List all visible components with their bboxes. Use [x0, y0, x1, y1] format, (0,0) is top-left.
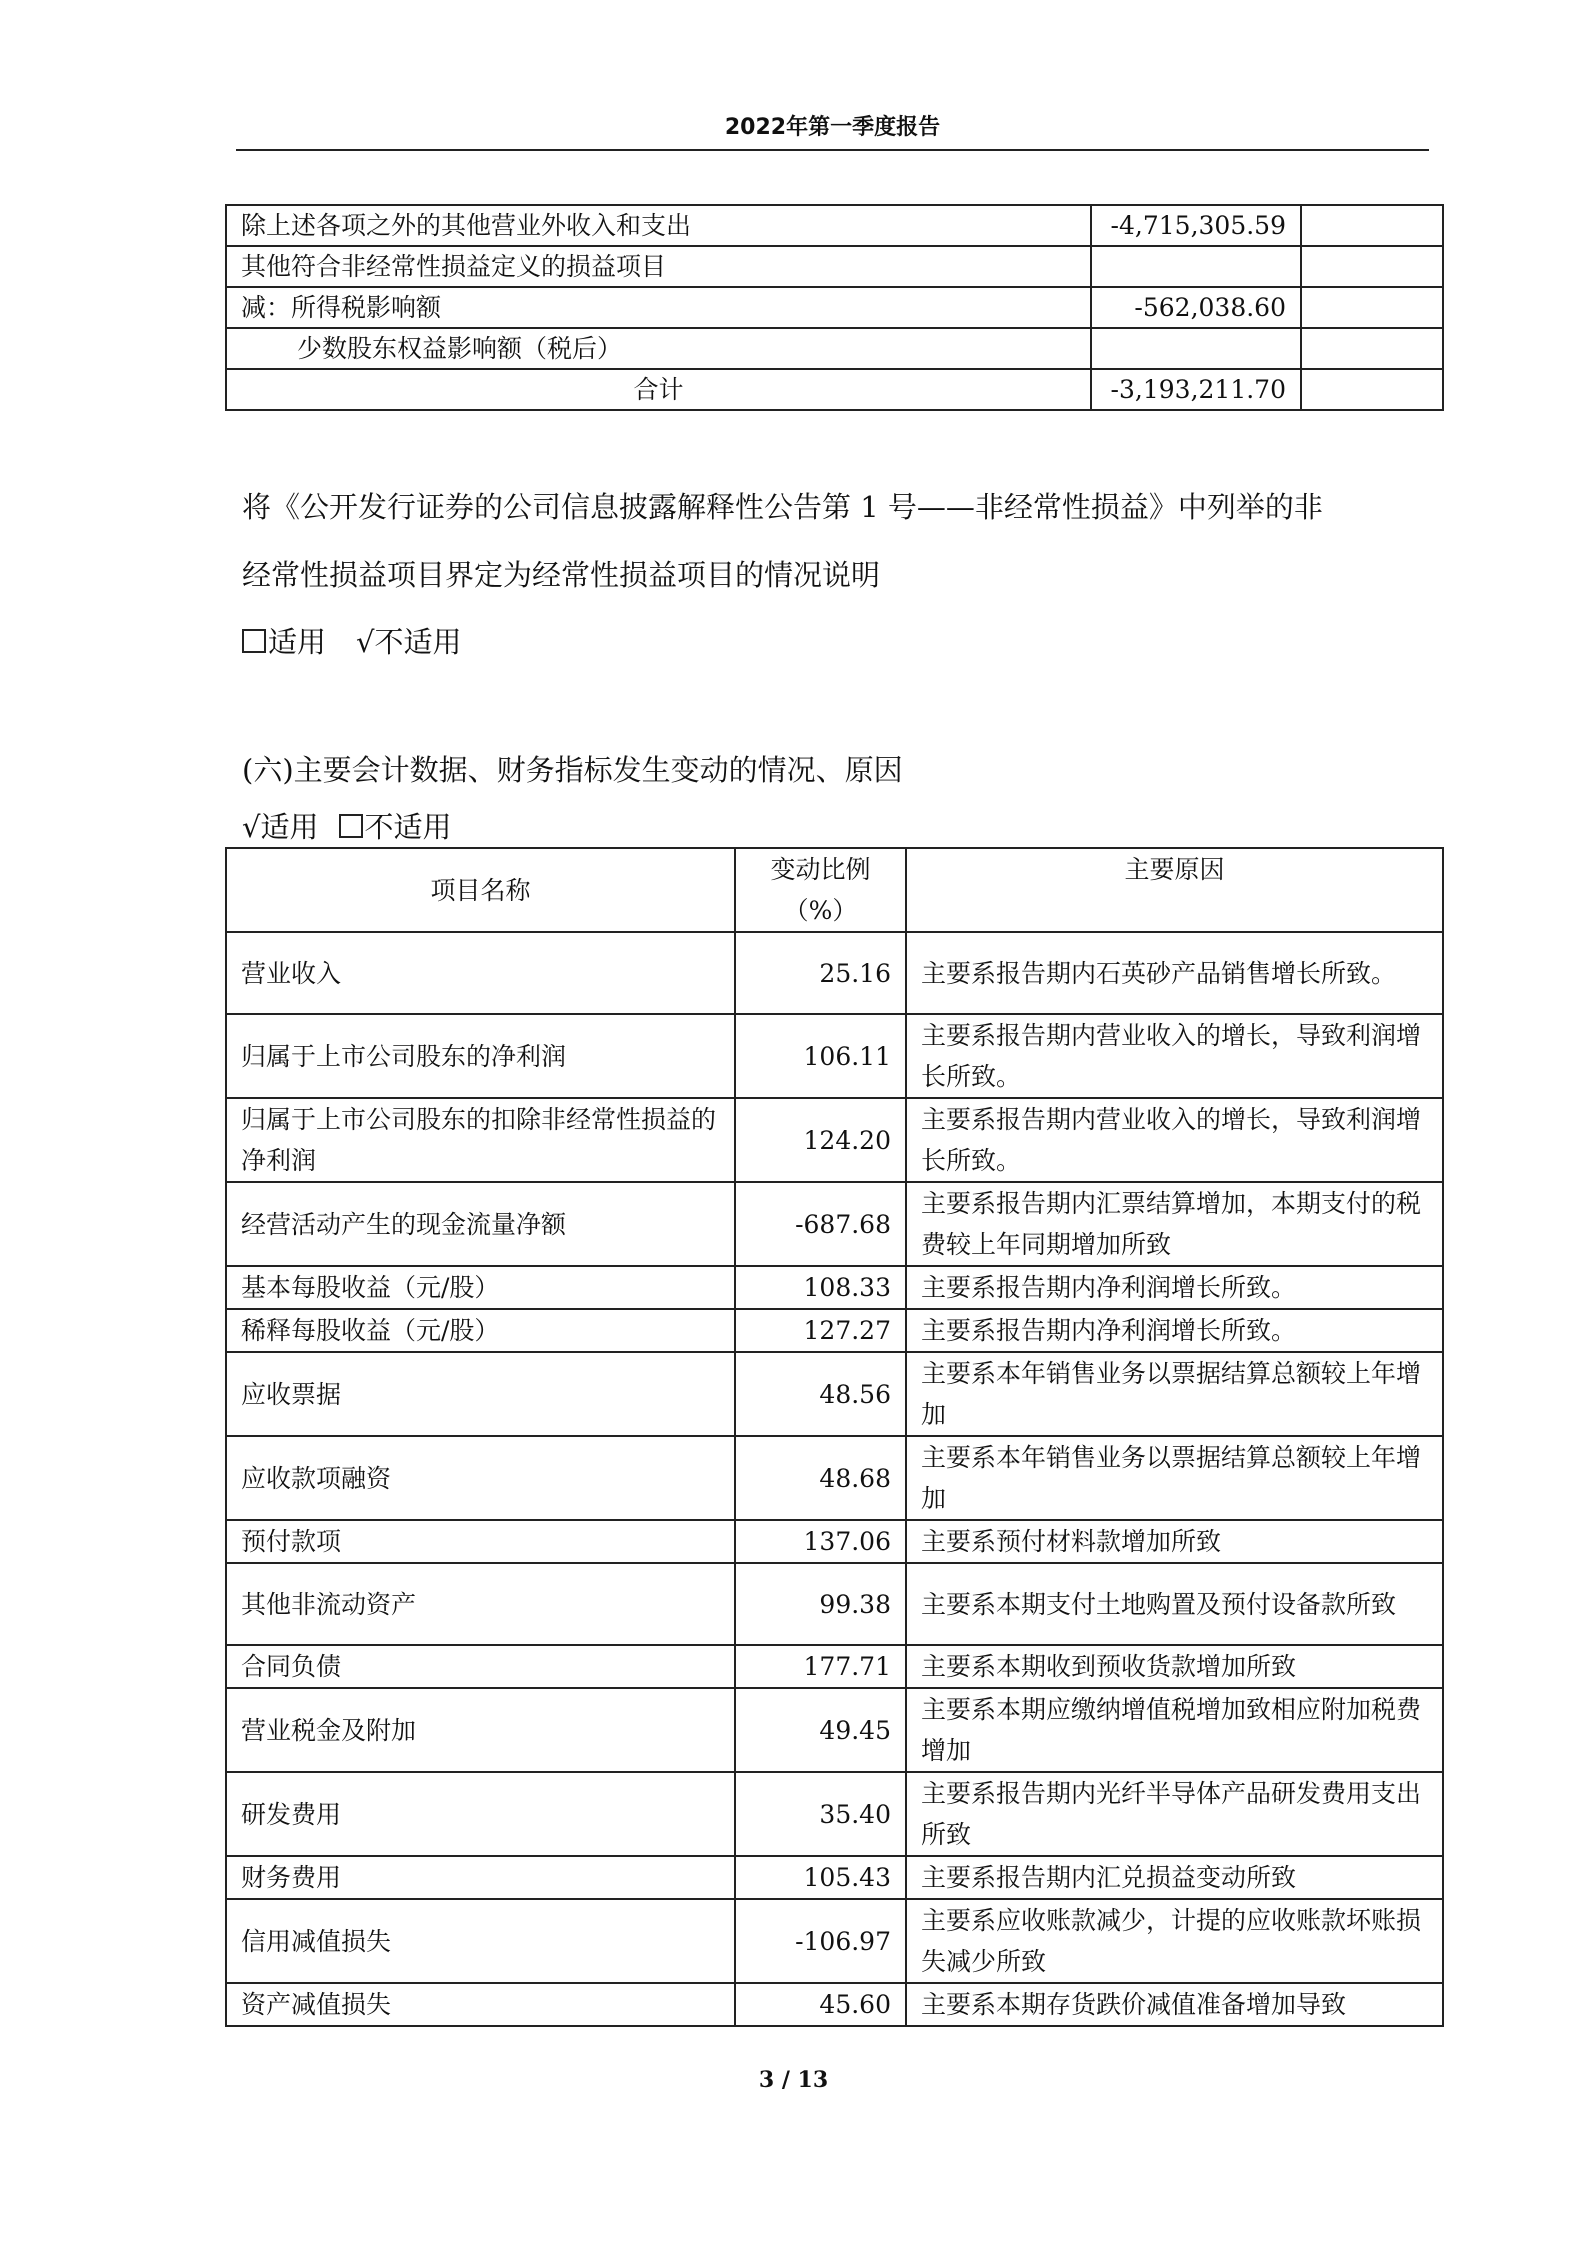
item-name: 营业税金及附加 [226, 1688, 735, 1772]
table-row [226, 1352, 1443, 1436]
change-ratio: 177.71 [735, 1645, 906, 1688]
item-name: 资产减值损失 [226, 1983, 735, 2026]
header-ratio-label: 变动比例 [770, 855, 871, 884]
table-row [226, 1899, 1443, 1983]
reason: 主要系本期应缴纳增值税增加致相应附加税费增加 [906, 1688, 1443, 1772]
applicability-line [242, 620, 462, 661]
header-reason: 主要原因 [906, 848, 1443, 932]
change-ratio: 127.27 [735, 1309, 906, 1352]
item-name: 归属于上市公司股东的扣除非经常性损益的净利润 [226, 1098, 735, 1182]
item-name: 应收款项融资 [226, 1436, 735, 1520]
item-name: 预付款项 [226, 1520, 735, 1563]
row-note [1301, 369, 1443, 410]
change-ratio: 108.33 [735, 1266, 906, 1309]
reason: 主要系报告期内汇票结算增加，本期支付的税费较上年同期增加所致 [906, 1182, 1443, 1266]
table-row [226, 1014, 1443, 1098]
reason: 主要系报告期内光纤半导体产品研发费用支出所致 [906, 1772, 1443, 1856]
reason: 主要系本期收到预收货款增加所致 [906, 1645, 1443, 1688]
table-row [226, 1645, 1443, 1688]
section-title: (六)主要会计数据、财务指标发生变动的情况、原因 [242, 753, 903, 787]
checkbox-empty-icon [339, 814, 363, 838]
section-applicability-line [242, 805, 452, 846]
item-name: 信用减值损失 [226, 1899, 735, 1983]
row-note [1301, 246, 1443, 287]
reason: 主要系本年销售业务以票据结算总额较上年增加 [906, 1436, 1443, 1520]
reason: 主要系本年销售业务以票据结算总额较上年增加 [906, 1352, 1443, 1436]
reason: 主要系本期存货跌价减值准备增加导致 [906, 1983, 1443, 2026]
reason: 主要系报告期内石英砂产品销售增长所致。 [906, 932, 1443, 1014]
table-row [226, 1098, 1443, 1182]
not-applicable-label: 不适用 [364, 810, 452, 844]
check-mark-icon: √ [356, 625, 375, 659]
change-reasons-table [225, 847, 1444, 2027]
paragraph-line-2: 经常性损益项目界定为经常性损益项目的情况说明 [242, 558, 881, 592]
reason: 主要系报告期内营业收入的增长，导致利润增长所致。 [906, 1014, 1443, 1098]
table-row-total [226, 369, 1443, 410]
row-note [1301, 205, 1443, 246]
change-ratio: 99.38 [735, 1563, 906, 1645]
header-item: 项目名称 [226, 848, 735, 932]
change-ratio: 48.56 [735, 1352, 906, 1436]
item-name: 财务费用 [226, 1856, 735, 1899]
nonrecurring-items-table [225, 204, 1444, 411]
table-row [226, 1309, 1443, 1352]
table-row [226, 328, 1443, 369]
item-name: 稀释每股收益（元/股） [226, 1309, 735, 1352]
reason: 主要系报告期内营业收入的增长，导致利润增长所致。 [906, 1098, 1443, 1182]
table-row [226, 205, 1443, 246]
row-label: 除上述各项之外的其他营业外收入和支出 [226, 205, 1091, 246]
item-name: 营业收入 [226, 932, 735, 1014]
change-ratio: 45.60 [735, 1983, 906, 2026]
header-ratio-unit: （%） [783, 896, 858, 925]
check-mark-icon: √ [242, 810, 261, 844]
table-row [226, 1266, 1443, 1309]
table-row [226, 1520, 1443, 1563]
item-name: 合同负债 [226, 1645, 735, 1688]
row-note [1301, 328, 1443, 369]
reason: 主要系报告期内净利润增长所致。 [906, 1266, 1443, 1309]
row-amount [1091, 328, 1301, 369]
row-note [1301, 287, 1443, 328]
total-amount: -3,193,211.70 [1091, 369, 1301, 410]
table-row [226, 287, 1443, 328]
applicable-label: 适用 [268, 625, 327, 659]
table-row [226, 1856, 1443, 1899]
row-amount: -562,038.60 [1091, 287, 1301, 328]
table-row [226, 246, 1443, 287]
item-name: 经营活动产生的现金流量净额 [226, 1182, 735, 1266]
change-ratio: 137.06 [735, 1520, 906, 1563]
reason: 主要系应收账款减少，计提的应收账款坏账损失减少所致 [906, 1899, 1443, 1983]
table-row [226, 1983, 1443, 2026]
change-ratio: 49.45 [735, 1688, 906, 1772]
row-label: 减：所得税影响额 [226, 287, 1091, 328]
reason: 主要系预付材料款增加所致 [906, 1520, 1443, 1563]
table-row [226, 1688, 1443, 1772]
header-ratio [735, 848, 906, 932]
paragraph-line-1: 将《公开发行证券的公司信息披露解释性公告第 1 号——非经常性损益》中列举的非 [242, 490, 1323, 524]
change-ratio: 48.68 [735, 1436, 906, 1520]
reason: 主要系报告期内汇兑损益变动所致 [906, 1856, 1443, 1899]
page-header-title: 2022年第一季度报告 [236, 109, 1429, 151]
table-row [226, 1772, 1443, 1856]
row-label: 其他符合非经常性损益定义的损益项目 [226, 246, 1091, 287]
item-name: 归属于上市公司股东的净利润 [226, 1014, 735, 1098]
row-label: 少数股东权益影响额（税后） [226, 328, 1091, 369]
change-ratio: 25.16 [735, 932, 906, 1014]
total-label: 合计 [226, 369, 1091, 410]
reason: 主要系报告期内净利润增长所致。 [906, 1309, 1443, 1352]
checkbox-empty-icon [242, 629, 266, 653]
row-amount [1091, 246, 1301, 287]
change-ratio: 105.43 [735, 1856, 906, 1899]
change-ratio: 124.20 [735, 1098, 906, 1182]
change-ratio: -106.97 [735, 1899, 906, 1983]
item-name: 研发费用 [226, 1772, 735, 1856]
table-row [226, 932, 1443, 1014]
row-amount: -4,715,305.59 [1091, 205, 1301, 246]
table-header-row [226, 848, 1443, 932]
item-name: 应收票据 [226, 1352, 735, 1436]
reason: 主要系本期支付土地购置及预付设备款所致 [906, 1563, 1443, 1645]
change-ratio: 35.40 [735, 1772, 906, 1856]
table-row [226, 1182, 1443, 1266]
not-applicable-label: 不适用 [374, 625, 462, 659]
page-number: 3 / 13 [758, 2067, 829, 2093]
change-ratio: -687.68 [735, 1182, 906, 1266]
change-ratio: 106.11 [735, 1014, 906, 1098]
applicable-label: 适用 [260, 810, 319, 844]
table-row [226, 1436, 1443, 1520]
item-name: 基本每股收益（元/股） [226, 1266, 735, 1309]
item-name: 其他非流动资产 [226, 1563, 735, 1645]
table-row [226, 1563, 1443, 1645]
